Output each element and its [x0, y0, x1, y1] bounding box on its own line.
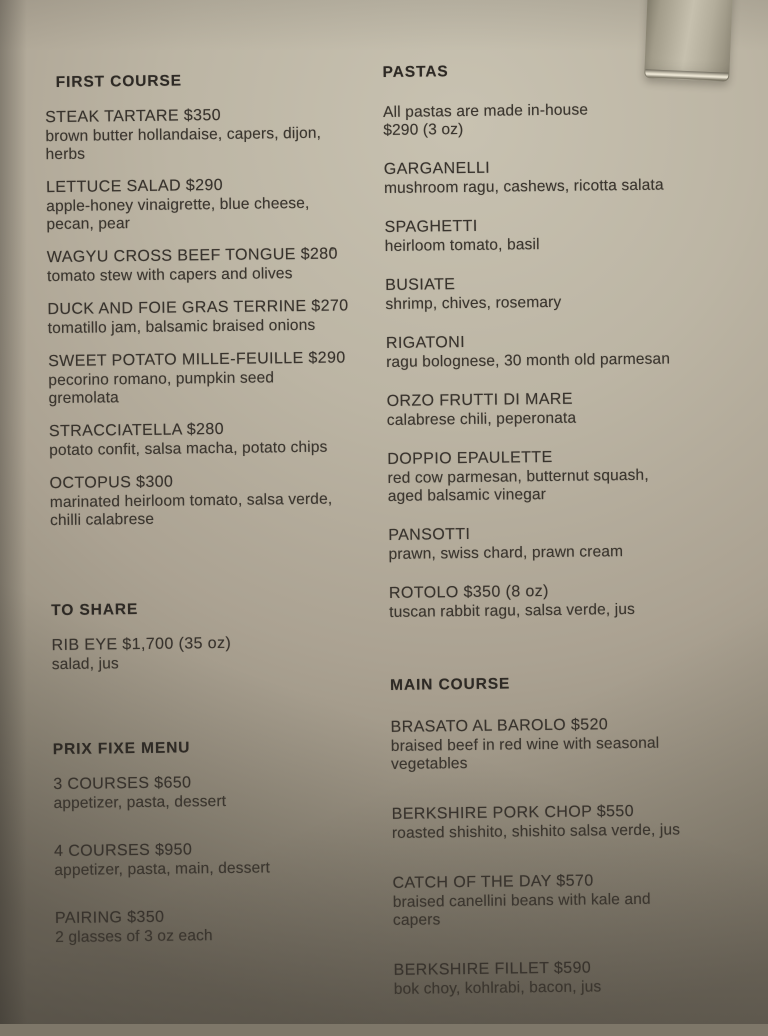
menu-item-desc: shrimp, chives, rosemary — [385, 293, 562, 313]
menu-item-rotolo — [389, 581, 719, 622]
menu-item-desc: brown butter hollandaise, capers, dijon, herbs — [45, 124, 322, 164]
menu-item-name: LETTUCE SALAD $290 — [45, 176, 224, 197]
menu-item-3-courses — [53, 772, 369, 813]
menu-item-desc: apple-honey vinaigrette, blue cheese, pecan, pear — [46, 194, 310, 234]
menu-item-desc: potato confit, salsa macha, potato chips — [49, 438, 328, 460]
menu-item-wagyu-beef-tongue — [47, 245, 363, 286]
menu-item-name: ORZO FRUTTI DI MARE — [386, 390, 574, 410]
menu-item-doppio-epaulette — [387, 447, 718, 506]
menu-item-name: RIGATONI — [385, 333, 466, 352]
menu-note: All pastas are made in-house $290 (3 oz) — [383, 101, 589, 139]
menu-item-desc: tomatillo jam, balsamic braised onions — [47, 316, 316, 338]
menu-item-name: STRACCIATELLA $280 — [48, 420, 225, 441]
menu-item-desc: salad, jus — [51, 655, 119, 674]
menu-item-rigatoni — [386, 331, 716, 372]
section-main-course — [390, 673, 724, 999]
menu-item-berkshire-pork-chop — [392, 802, 722, 843]
menu-item-pairing — [55, 906, 371, 947]
menu-item-name: 3 COURSES $650 — [53, 774, 192, 794]
menu-item-octopus — [50, 471, 367, 530]
menu-item-rib-eye — [52, 633, 368, 674]
section-prix-fixe — [53, 737, 371, 947]
section-pastas — [383, 60, 720, 622]
menu-item-name: CATCH OF THE DAY $570 — [392, 872, 594, 892]
menu-item-desc: calabrese chili, peperonata — [386, 409, 577, 429]
menu-item-stracciatella — [49, 419, 365, 460]
section-heading-prix-fixe: PRIX FIXE MENU — [52, 739, 191, 759]
menu-item-orzo-frutti-di-mare — [387, 389, 717, 430]
menu-item-desc: roasted shishito, shishito salsa verde, jus — [391, 821, 681, 842]
section-heading-pastas: PASTAS — [382, 63, 449, 81]
menu-item-desc: mushroom ragu, cashews, ricotta salata — [383, 176, 664, 197]
section-to-share — [51, 598, 368, 674]
menu-item-catch-of-the-day — [392, 871, 723, 930]
menu-item-name: PANSOTTI — [388, 525, 471, 544]
menu-item-name: BERKSHIRE PORK CHOP $550 — [391, 802, 635, 823]
menu-item-name: SWEET POTATO MILLE-FEUILLE $290 — [48, 349, 346, 371]
menu-item-desc: 2 glasses of 3 oz each — [55, 927, 213, 947]
menu-item-desc: braised canellini beans with kale and capers — [392, 890, 651, 929]
menu-item-name: ROTOLO $350 (8 oz) — [388, 582, 549, 602]
menu-item-spaghetti — [384, 215, 714, 256]
menu-item-desc: tuscan rabbit ragu, salsa verde, jus — [389, 600, 636, 621]
section-heading-to-share: TO SHARE — [51, 601, 139, 620]
menu-item-garganelli — [384, 157, 714, 198]
menu-item-desc: braised beef in red wine with seasonal vegetables — [390, 734, 660, 773]
menu-item-name: BRASATO AL BAROLO $520 — [390, 716, 609, 736]
menu-item-pansotti — [388, 523, 718, 564]
menu-item-name: DUCK AND FOIE GRAS TERRINE $270 — [47, 297, 349, 319]
section-first-course — [45, 70, 367, 530]
menu-item-duck-foie-gras-terrine — [47, 297, 363, 338]
menu-item-desc: prawn, swiss chard, prawn cream — [388, 543, 624, 563]
menu-column-right — [383, 60, 725, 1031]
menu-item-name: OCTOPUS $300 — [49, 473, 174, 493]
menu-item-name: WAGYU CROSS BEEF TONGUE $280 — [46, 245, 338, 267]
menu-item-name: SPAGHETTI — [384, 217, 478, 236]
metal-menu-clip-icon — [644, 0, 733, 82]
menu-item-desc: appetizer, pasta, main, dessert — [54, 859, 271, 880]
menu-item-steak-tartare — [45, 105, 362, 164]
menu-item-desc: red cow parmesan, butternut squash, aged balsamic vinegar — [387, 466, 649, 505]
menu-item-name: DOPPIO EPAULETTE — [387, 448, 553, 468]
pastas-intro-note — [383, 100, 713, 140]
menu-item-desc: marinated heirloom tomato, salsa verde, chilli calabrese — [49, 490, 333, 530]
menu-item-desc: appetizer, pasta, dessert — [53, 792, 227, 813]
menu-item-4-courses — [54, 839, 370, 880]
menu-item-name: BUSIATE — [385, 276, 456, 294]
menu-item-desc: pecorino romano, pumpkin seed gremolata — [48, 369, 275, 408]
menu-item-lettuce-salad — [46, 175, 363, 234]
menu-item-desc: heirloom tomato, basil — [384, 236, 540, 255]
menu-item-name: PAIRING $350 — [54, 908, 165, 928]
menu-item-name: 4 COURSES $950 — [54, 841, 193, 861]
menu-item-name: RIB EYE $1,700 (35 oz) — [51, 634, 232, 655]
menu-item-name: GARGANELLI — [383, 159, 491, 178]
menu-item-berkshire-fillet — [393, 958, 723, 999]
menu-item-desc: bok choy, kohlrabi, bacon, jus — [393, 978, 602, 998]
menu-item-desc: tomato stew with capers and olives — [46, 265, 293, 286]
menu-item-name: STEAK TARTARE $350 — [45, 106, 222, 127]
menu-item-desc: ragu bolognese, 30 month old parmesan — [386, 350, 671, 371]
menu-column-left — [45, 70, 372, 977]
section-heading-main-course: MAIN COURSE — [390, 675, 511, 694]
menu-item-brasato-al-barolo — [391, 715, 722, 774]
menu-item-busiate — [385, 273, 715, 314]
section-heading-first-course: FIRST COURSE — [55, 72, 183, 91]
menu-item-sweet-potato-mille-feuille — [48, 349, 365, 408]
menu-item-name: BERKSHIRE FILLET $590 — [393, 959, 592, 979]
